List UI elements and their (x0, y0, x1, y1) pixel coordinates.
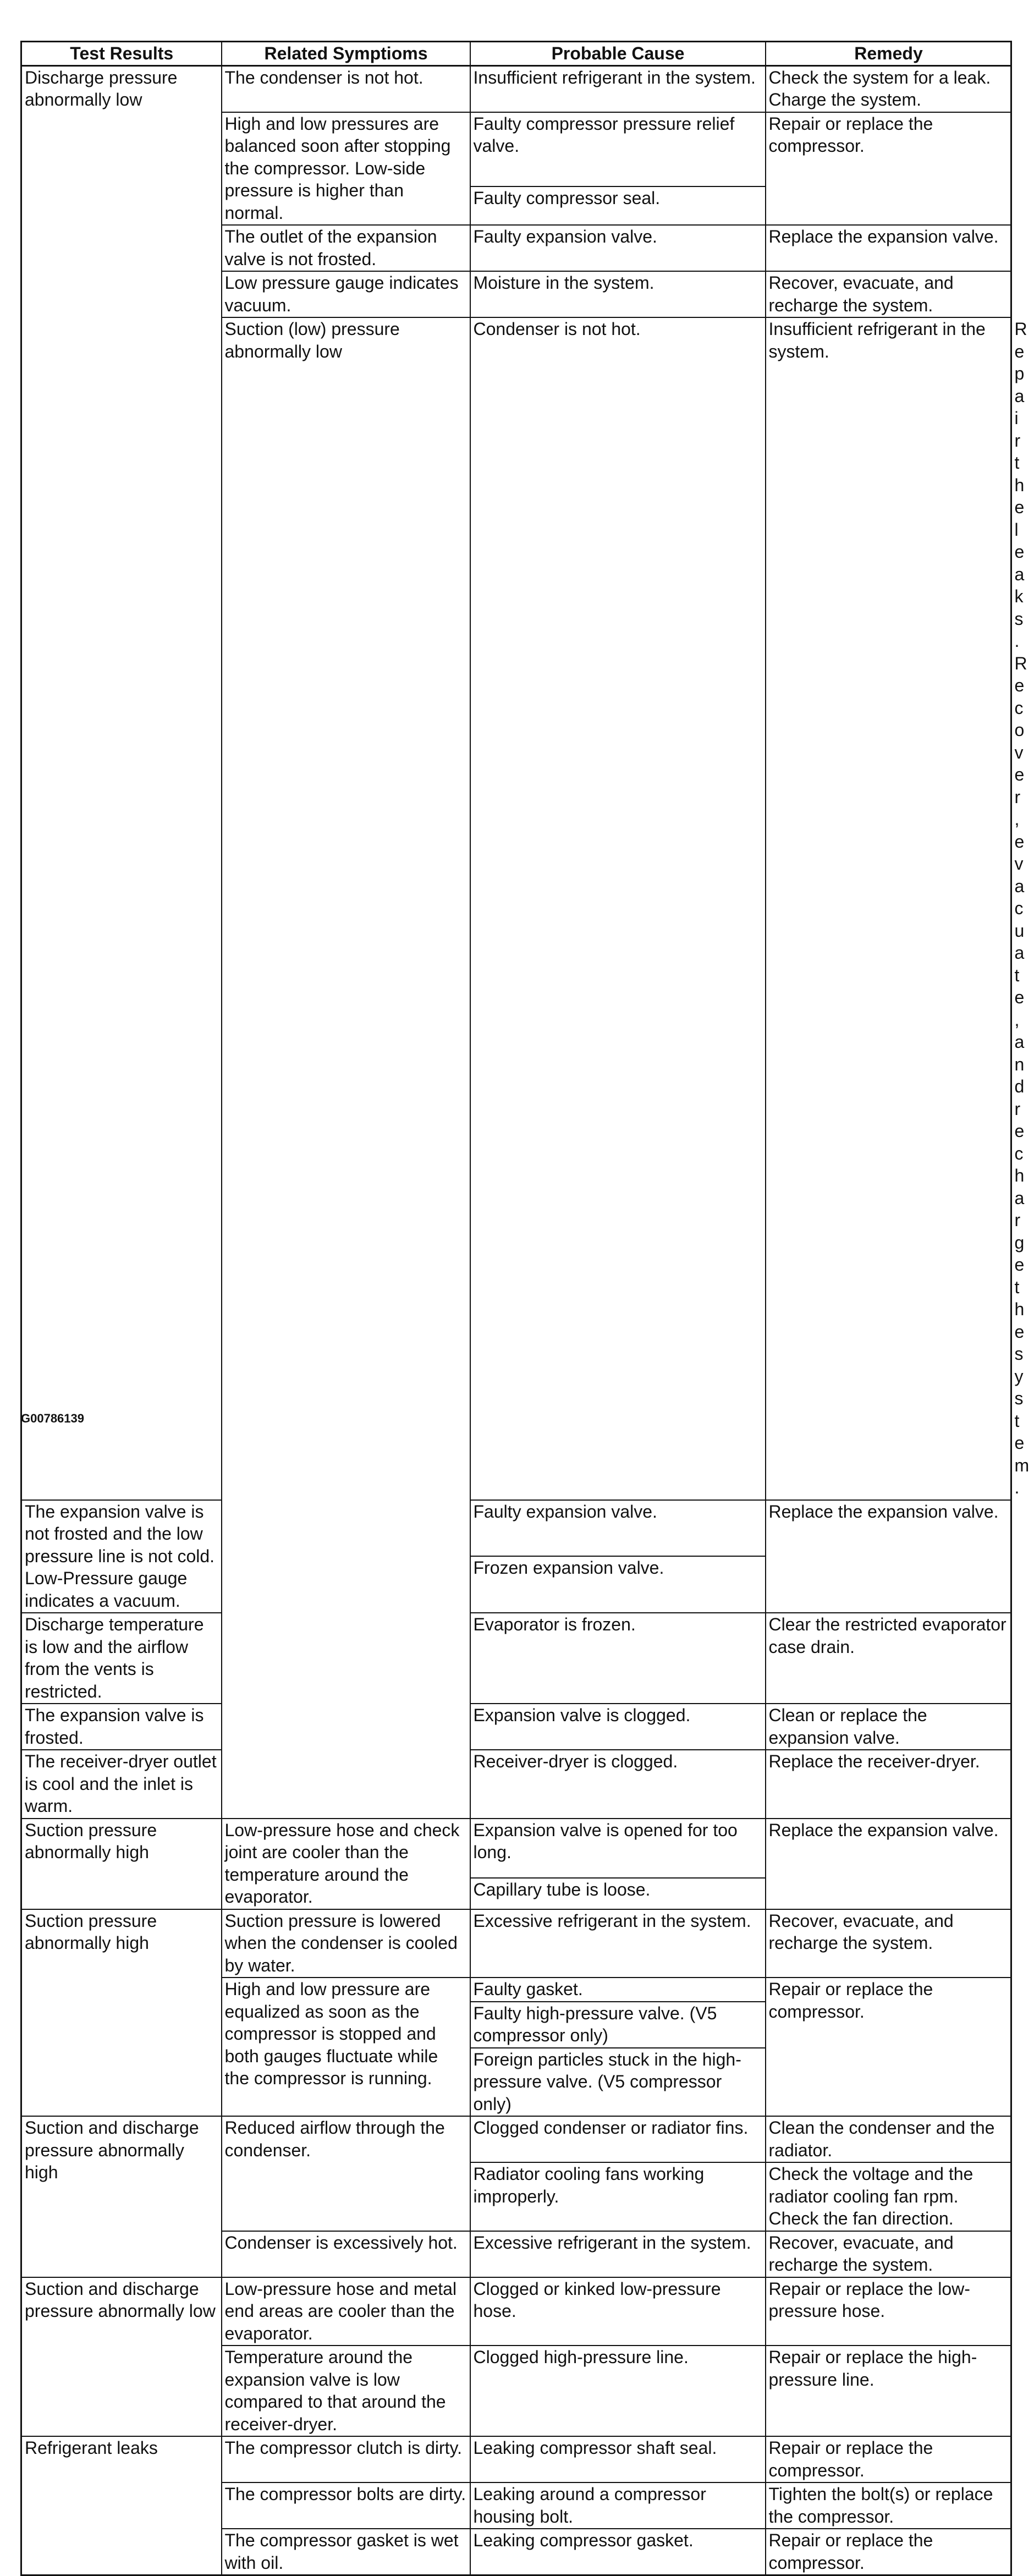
troubleshooting-table (20, 41, 1030, 2576)
table-row (21, 2436, 1011, 2482)
table-row (21, 1500, 1011, 1557)
test-result-cell: Suction pressure abnormally high (21, 1819, 222, 1909)
symptom-cell: The compressor bolts are dirty. (222, 2482, 470, 2529)
remedy-cell: Repair or replace the compressor. (766, 2436, 1011, 2482)
table-row (21, 1613, 1011, 1704)
test-result-cell: Suction and discharge pressure abnormally low (21, 2277, 222, 2437)
cause-cell: Radiator cooling fans working improperly. (470, 2162, 766, 2231)
symptom-cell: The expansion valve is not frosted and the low pressure line is not cold. Low-Pressure gauge indicates a vacuum. (21, 1500, 222, 1613)
table-row (21, 1750, 1011, 1819)
remedy-cell: Recover, evacuate, and recharge the system. (766, 2231, 1011, 2277)
table-row (21, 1819, 1011, 1879)
symptom-cell: The expansion valve is frosted. (21, 1704, 222, 1750)
symptom-cell: Discharge temperature is low and the airflow from the vents is restricted. (21, 1613, 222, 1704)
header-probable-cause: Probable Cause (470, 42, 766, 66)
cause-cell: Excessive refrigerant in the system. (470, 2231, 766, 2277)
remedy-cell: Check the voltage and the radiator cooling fan rpm. Check the fan direction. (766, 2162, 1011, 2231)
header-test-results: Test Results (21, 42, 222, 66)
cause-cell: Insufficient refrigerant in the system. (766, 317, 1011, 1500)
symptom-cell: Temperature around the expansion valve is low compared to that around the receiver-dryer. (222, 2346, 470, 2436)
figure-id: G00786139 (21, 1411, 84, 1425)
header-row (21, 42, 1011, 66)
table-row (21, 2277, 1011, 2346)
remedy-cell: Clean or replace the expansion valve. (766, 1704, 1011, 1750)
symptom-cell: The outlet of the expansion valve is not frosted. (222, 225, 470, 271)
cause-cell: Frozen expansion valve. (470, 1556, 766, 1613)
cause-cell: Receiver-dryer is clogged. (470, 1750, 766, 1819)
symptom-cell: Low-pressure hose and check joint are cooler than the temperature around the evaporator. (222, 1819, 470, 1909)
cause-cell: Moisture in the system. (470, 271, 766, 317)
test-result-cell: Refrigerant leaks (21, 2436, 222, 2575)
symptom-cell: The compressor gasket is wet with oil. (222, 2529, 470, 2575)
cause-cell: Faulty gasket. (470, 1978, 766, 2002)
symptom-cell: High and low pressures are balanced soon after stopping the compressor. Low-side pressure is higher than normal. (222, 112, 470, 226)
cause-cell: Leaking compressor shaft seal. (470, 2436, 766, 2482)
remedy-cell: Repair or replace the low-pressure hose. (766, 2277, 1011, 2346)
remedy-cell: Repair or replace the compressor. (766, 2529, 1011, 2575)
symptom-cell: Reduced airflow through the condenser. (222, 2116, 470, 2231)
header-related-symptoms: Related Symptioms (222, 42, 470, 66)
table-row: Suction (low) pressure abnormally low Condenser is not hot. Insufficient refrigerant in the system. Repair the leaks. Recover, evacuate, and recharge the system. (21, 317, 1011, 1500)
remedy-cell: Recover, evacuate, and recharge the system. (766, 271, 1011, 317)
cause-cell: Clogged high-pressure line. (470, 2346, 766, 2436)
symptom-cell: Condenser is excessively hot. (222, 2231, 470, 2277)
test-result-cell: Suction (low) pressure abnormally low (222, 317, 470, 1819)
remedy-cell: Check the system for a leak. Charge the system. (766, 65, 1011, 112)
table-row (21, 2116, 1011, 2162)
symptom-cell: High and low pressure are equalized as soon as the compressor is stopped and both gauges fluctuate while the compressor is running. (222, 1978, 470, 2116)
cause-cell: Expansion valve is opened for too long. (470, 1819, 766, 1879)
cause-cell: Faulty expansion valve. (470, 225, 766, 271)
cause-cell: Leaking compressor gasket. (470, 2529, 766, 2575)
remedy-cell: Repair or replace the compressor. (766, 1978, 1011, 2116)
remedy-cell: Replace the expansion valve. (766, 1500, 1011, 1613)
symptom-cell: The condenser is not hot. (222, 65, 470, 112)
symptom-cell: The compressor clutch is dirty. (222, 2436, 470, 2482)
remedy-cell: Repair or replace the compressor. (766, 112, 1011, 226)
cause-cell: Faulty expansion valve. (470, 1500, 766, 1557)
cause-cell: Evaporator is frozen. (470, 1613, 766, 1704)
cause-cell: Expansion valve is clogged. (470, 1704, 766, 1750)
cause-cell: Capillary tube is loose. (470, 1878, 766, 1909)
symptom-cell: Suction pressure is lowered when the condenser is cooled by water. (222, 1909, 470, 1978)
symptom-cell: Low-pressure hose and metal end areas are cooler than the evaporator. (222, 2277, 470, 2346)
table-body (21, 65, 1030, 2575)
table-row (21, 1909, 1011, 1978)
remedy-cell: Clear the restricted evaporator case drain. (766, 1613, 1011, 1704)
remedy-cell: Tighten the bolt(s) or replace the compressor. (766, 2482, 1011, 2529)
cause-cell: Faulty compressor pressure relief valve. (470, 112, 766, 186)
cause-cell: Foreign particles stuck in the high-pressure valve. (V5 compressor only) (470, 2048, 766, 2117)
test-result-cell: Suction pressure abnormally high (21, 1909, 222, 2117)
symptom-cell: Low pressure gauge indicates vacuum. (222, 271, 470, 317)
remedy-cell: Replace the expansion valve. (766, 225, 1011, 271)
cause-cell: Excessive refrigerant in the system. (470, 1909, 766, 1978)
cause-cell: Insufficient refrigerant in the system. (470, 65, 766, 112)
symptom-cell: The receiver-dryer outlet is cool and the inlet is warm. (21, 1750, 222, 1819)
remedy-cell: Repair or replace the high-pressure line. (766, 2346, 1011, 2436)
test-result-cell: Suction and discharge pressure abnormally high (21, 2116, 222, 2277)
cause-cell: Faulty compressor seal. (470, 186, 766, 225)
cause-cell: Clogged or kinked low-pressure hose. (470, 2277, 766, 2346)
remedy-cell: Recover, evacuate, and recharge the system. (766, 1909, 1011, 1978)
table-row (21, 1704, 1011, 1750)
test-result-cell: Discharge pressure abnormally low (21, 65, 222, 1500)
symptom-cell: Condenser is not hot. (470, 317, 766, 1500)
remedy-cell: Replace the expansion valve. (766, 1819, 1011, 1909)
cause-cell: Faulty high-pressure valve. (V5 compressor only) (470, 2002, 766, 2048)
remedy-cell: Replace the receiver-dryer. (766, 1750, 1011, 1819)
troubleshooting-page (20, 41, 1030, 2576)
table-row (21, 65, 1011, 112)
cause-cell: Clogged condenser or radiator fins. (470, 2116, 766, 2162)
cause-cell: Leaking around a compressor housing bolt. (470, 2482, 766, 2529)
remedy-cell: Clean the condenser and the radiator. (766, 2116, 1011, 2162)
header-remedy: Remedy (766, 42, 1011, 66)
